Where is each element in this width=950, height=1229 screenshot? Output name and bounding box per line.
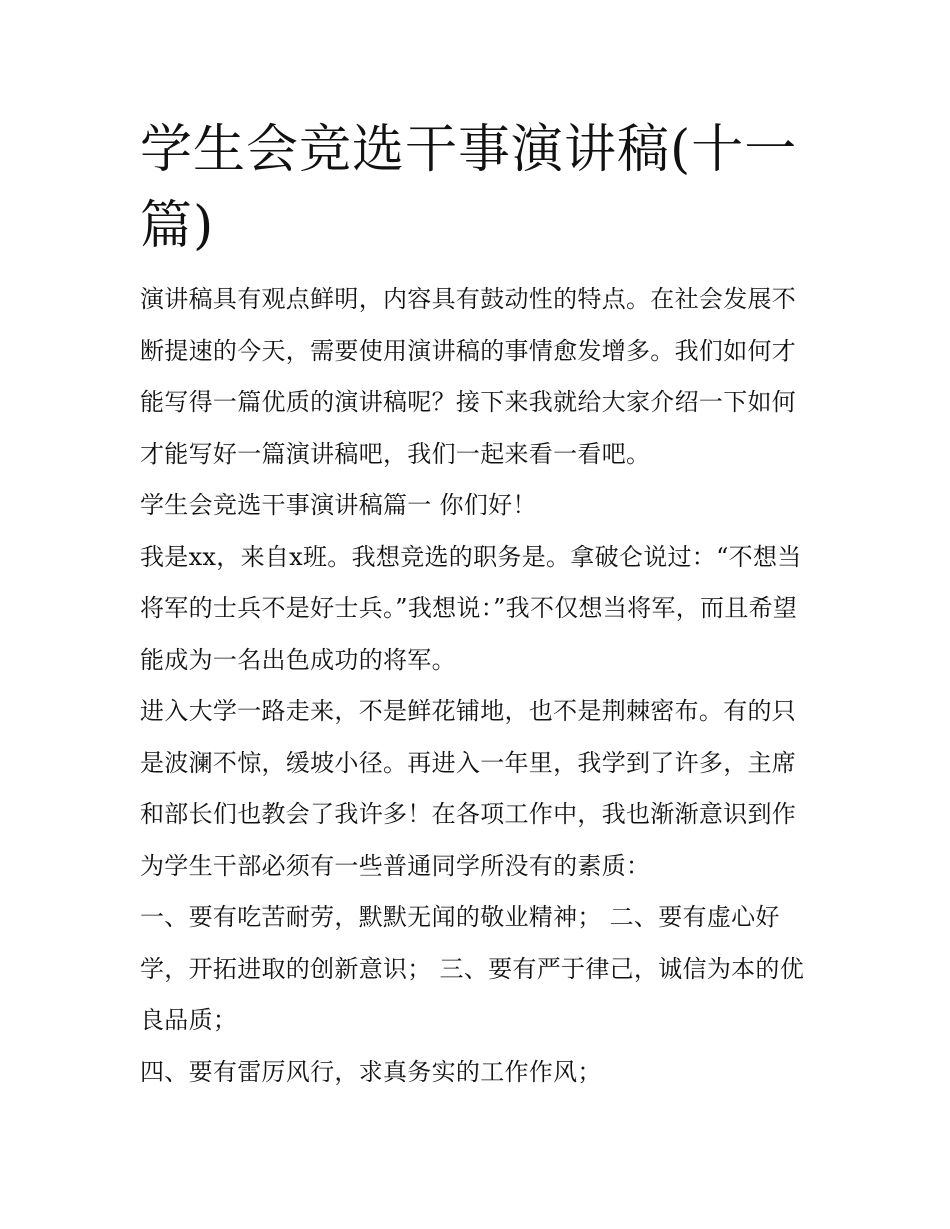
- document-title: 学生会竞选干事演讲稿(十一篇): [140, 120, 798, 256]
- quality-four-paragraph: 四、要有雷厉风行，求真务实的工作作风；: [140, 1057, 602, 1086]
- intro-paragraph: 演讲稿具有观点鲜明，内容具有鼓动性的特点。在社会发展不断提速的今天，需要使用演讲稿的事情愈发增多。我们如何才能写得一篇优质的演讲稿呢？接下来我就给大家介绍一下如何才能写好一篇演讲稿吧，我们一起来看一看吧。: [140, 285, 797, 468]
- speech-heading-paragraph: 学生会竞选干事演讲稿篇一 你们好！: [140, 491, 537, 519]
- self-introduction-paragraph: 我是xx，来自x班。我想竞选的职务是。拿破仑说过：“不想当将军的士兵不是好士兵。”我想说：”我不仅想当将军，而且希望能成为一名出色成功的将军。: [140, 542, 802, 674]
- document-body: [140, 274, 820, 1098]
- experience-paragraph: 进入大学一路走来，不是鲜花铺地，也不是荆棘密布。有的只是波澜不惊，缓坡小径。再进入一年里，我学到了许多，主席和部长们也教会了我许多！在各项工作中，我也渐渐意识到作为学生干部必须有一些普通同学所没有的素质：: [140, 697, 797, 880]
- qualities-list-paragraph: 一、要有吃苦耐劳，默默无闻的敬业精神； 二、要有虚心好学，开拓进取的创新意识； 三、要有严于律己，诚信为本的优良品质；: [140, 903, 805, 1034]
